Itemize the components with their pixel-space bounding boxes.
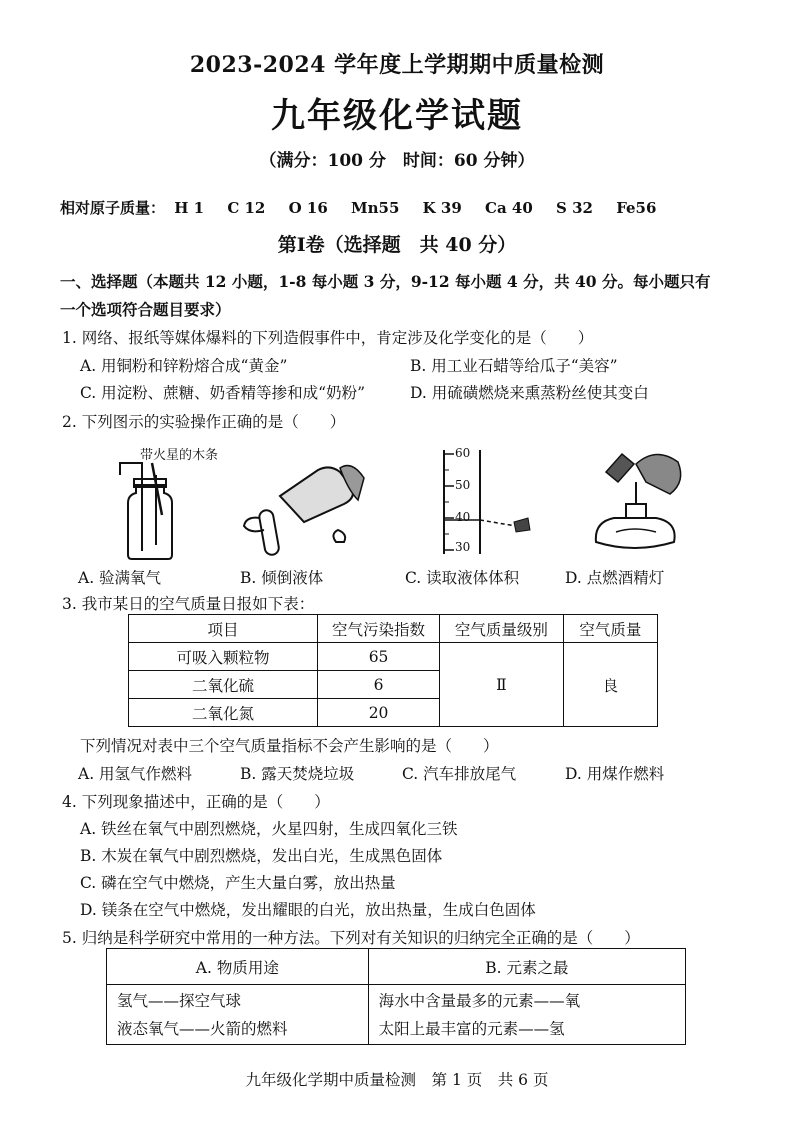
table-cell-line: 液态氧气——火箭的燃料	[117, 1019, 288, 1038]
section-title: 第Ⅰ卷（选择题 共 40 分）	[277, 234, 517, 256]
table-cell-line: 太阳上最丰富的元素——氢	[378, 1019, 565, 1038]
table-header: 空气质量级别	[440, 615, 564, 643]
question-1-option-a: A. 用铜粉和锌粉熔合成“黄金”	[80, 357, 288, 375]
splint-label: 带火星的木条	[140, 448, 219, 463]
page-title: 九年级化学试题	[271, 96, 523, 136]
atomic-mass-item: H 1	[174, 199, 205, 217]
page-footer: 九年级化学期中质量检测 第 1 页 共 6 页	[245, 1071, 549, 1089]
question-3-question: 下列情况对表中三个空气质量指标不会产生影响的是（ ）	[80, 737, 499, 755]
table-header: 空气质量	[563, 615, 657, 643]
section-instruction: 一、选择题（本题共 12 小题，1-8 每小题 3 分，9-12 每小题 4 分，共 40 分。每小题只有	[60, 272, 711, 291]
table-row	[129, 643, 658, 671]
table-cell: 二氧化氮	[129, 699, 318, 727]
question-2-option-d: D. 点燃酒精灯	[565, 569, 665, 587]
table-cell: 可吸入颗粒物	[129, 643, 318, 671]
table-row	[107, 985, 686, 1045]
question-4-option-b: B. 木炭在氧气中剧烈燃烧，发出白光，生成黑色固体	[80, 847, 443, 865]
quality-level-cell: Ⅱ	[440, 643, 564, 727]
table-header: B. 元素之最	[368, 949, 685, 985]
scale-40: 40	[455, 510, 471, 524]
table-header: 空气污染指数	[318, 615, 440, 643]
table-cell: 20	[318, 699, 440, 727]
oxygen-test-figure	[110, 455, 190, 563]
table-header-row	[107, 949, 686, 985]
pouring-liquid-figure	[240, 450, 370, 560]
question-4-stem: 4. 下列现象描述中，正确的是（ ）	[62, 793, 330, 811]
table-header: 项目	[129, 615, 318, 643]
question-3-stem: 3. 我市某日的空气质量日报如下表：	[62, 595, 315, 613]
atomic-mass-item: S 32	[556, 199, 593, 217]
atomic-mass-label: 相对原子质量：	[60, 199, 166, 217]
induction-table	[106, 948, 686, 1045]
question-2-option-a: A. 验满氧气	[78, 569, 162, 587]
question-1-option-c: C. 用淀粉、蔗糖、奶香精等掺和成“奶粉”	[80, 384, 366, 402]
alcohol-lamp-figure	[586, 442, 696, 560]
question-4-option-a: A. 铁丝在氧气中剧烈燃烧，火星四射，生成四氧化三铁	[80, 820, 458, 838]
table-cell	[107, 985, 369, 1045]
question-3-option-c: C. 汽车排放尾气	[402, 765, 517, 783]
question-1-option-d: D. 用硫磺燃烧来熏蒸粉丝使其变白	[410, 384, 649, 402]
atomic-mass-item: K 39	[422, 199, 462, 217]
atomic-mass-item: Mn55	[351, 199, 400, 217]
question-2-option-c: C. 读取液体体积	[405, 569, 520, 587]
atomic-mass-item: Fe56	[616, 199, 657, 217]
section-instruction: 一个选项符合题目要求）	[60, 300, 231, 319]
table-cell-line: 氢气——探空气球	[117, 991, 242, 1010]
question-3-option-b: B. 露天焚烧垃圾	[240, 765, 355, 783]
atomic-mass-item: O 16	[288, 199, 328, 217]
question-4-option-d: D. 镁条在空气中燃烧，发出耀眼的白光，放出热量，生成白色固体	[80, 901, 536, 919]
scale-50: 50	[455, 478, 471, 492]
question-5-stem: 5. 归纳是科学研究中常用的一种方法。下列对有关知识的归纳完全正确的是（ ）	[62, 929, 640, 947]
table-cell: 65	[318, 643, 440, 671]
atomic-mass-item: Ca 40	[485, 199, 533, 217]
question-1-option-b: B. 用工业石蜡等给瓜子“美容”	[410, 357, 618, 375]
scale-30: 30	[455, 540, 471, 554]
question-2-stem: 2. 下列图示的实验操作正确的是（ ）	[62, 413, 346, 431]
quality-cell: 良	[563, 643, 657, 727]
exam-subtitle: （满分：100 分 时间：60 分钟）	[259, 151, 535, 171]
question-3-option-d: D. 用煤作燃料	[565, 765, 665, 783]
table-header-row	[129, 615, 658, 643]
table-cell-line: 海水中含量最多的元素——氧	[378, 991, 581, 1010]
question-3-option-a: A. 用氢气作燃料	[78, 765, 193, 783]
scale-60: 60	[455, 446, 471, 460]
exam-name: 2023-2024 学年度上学期期中质量检测	[189, 52, 605, 78]
table-cell	[368, 985, 685, 1045]
question-4-option-c: C. 磷在空气中燃烧，产生大量白雾，放出热量	[80, 874, 396, 892]
question-1-stem: 1. 网络、报纸等媒体爆料的下列造假事件中，肯定涉及化学变化的是（ ）	[62, 329, 594, 347]
table-cell: 二氧化硫	[129, 671, 318, 699]
air-quality-table	[128, 614, 658, 727]
table-header: A. 物质用途	[107, 949, 369, 985]
atomic-mass-line	[60, 197, 674, 218]
question-2-option-b: B. 倾倒液体	[240, 569, 324, 587]
table-cell: 6	[318, 671, 440, 699]
atomic-mass-item: C 12	[227, 199, 266, 217]
